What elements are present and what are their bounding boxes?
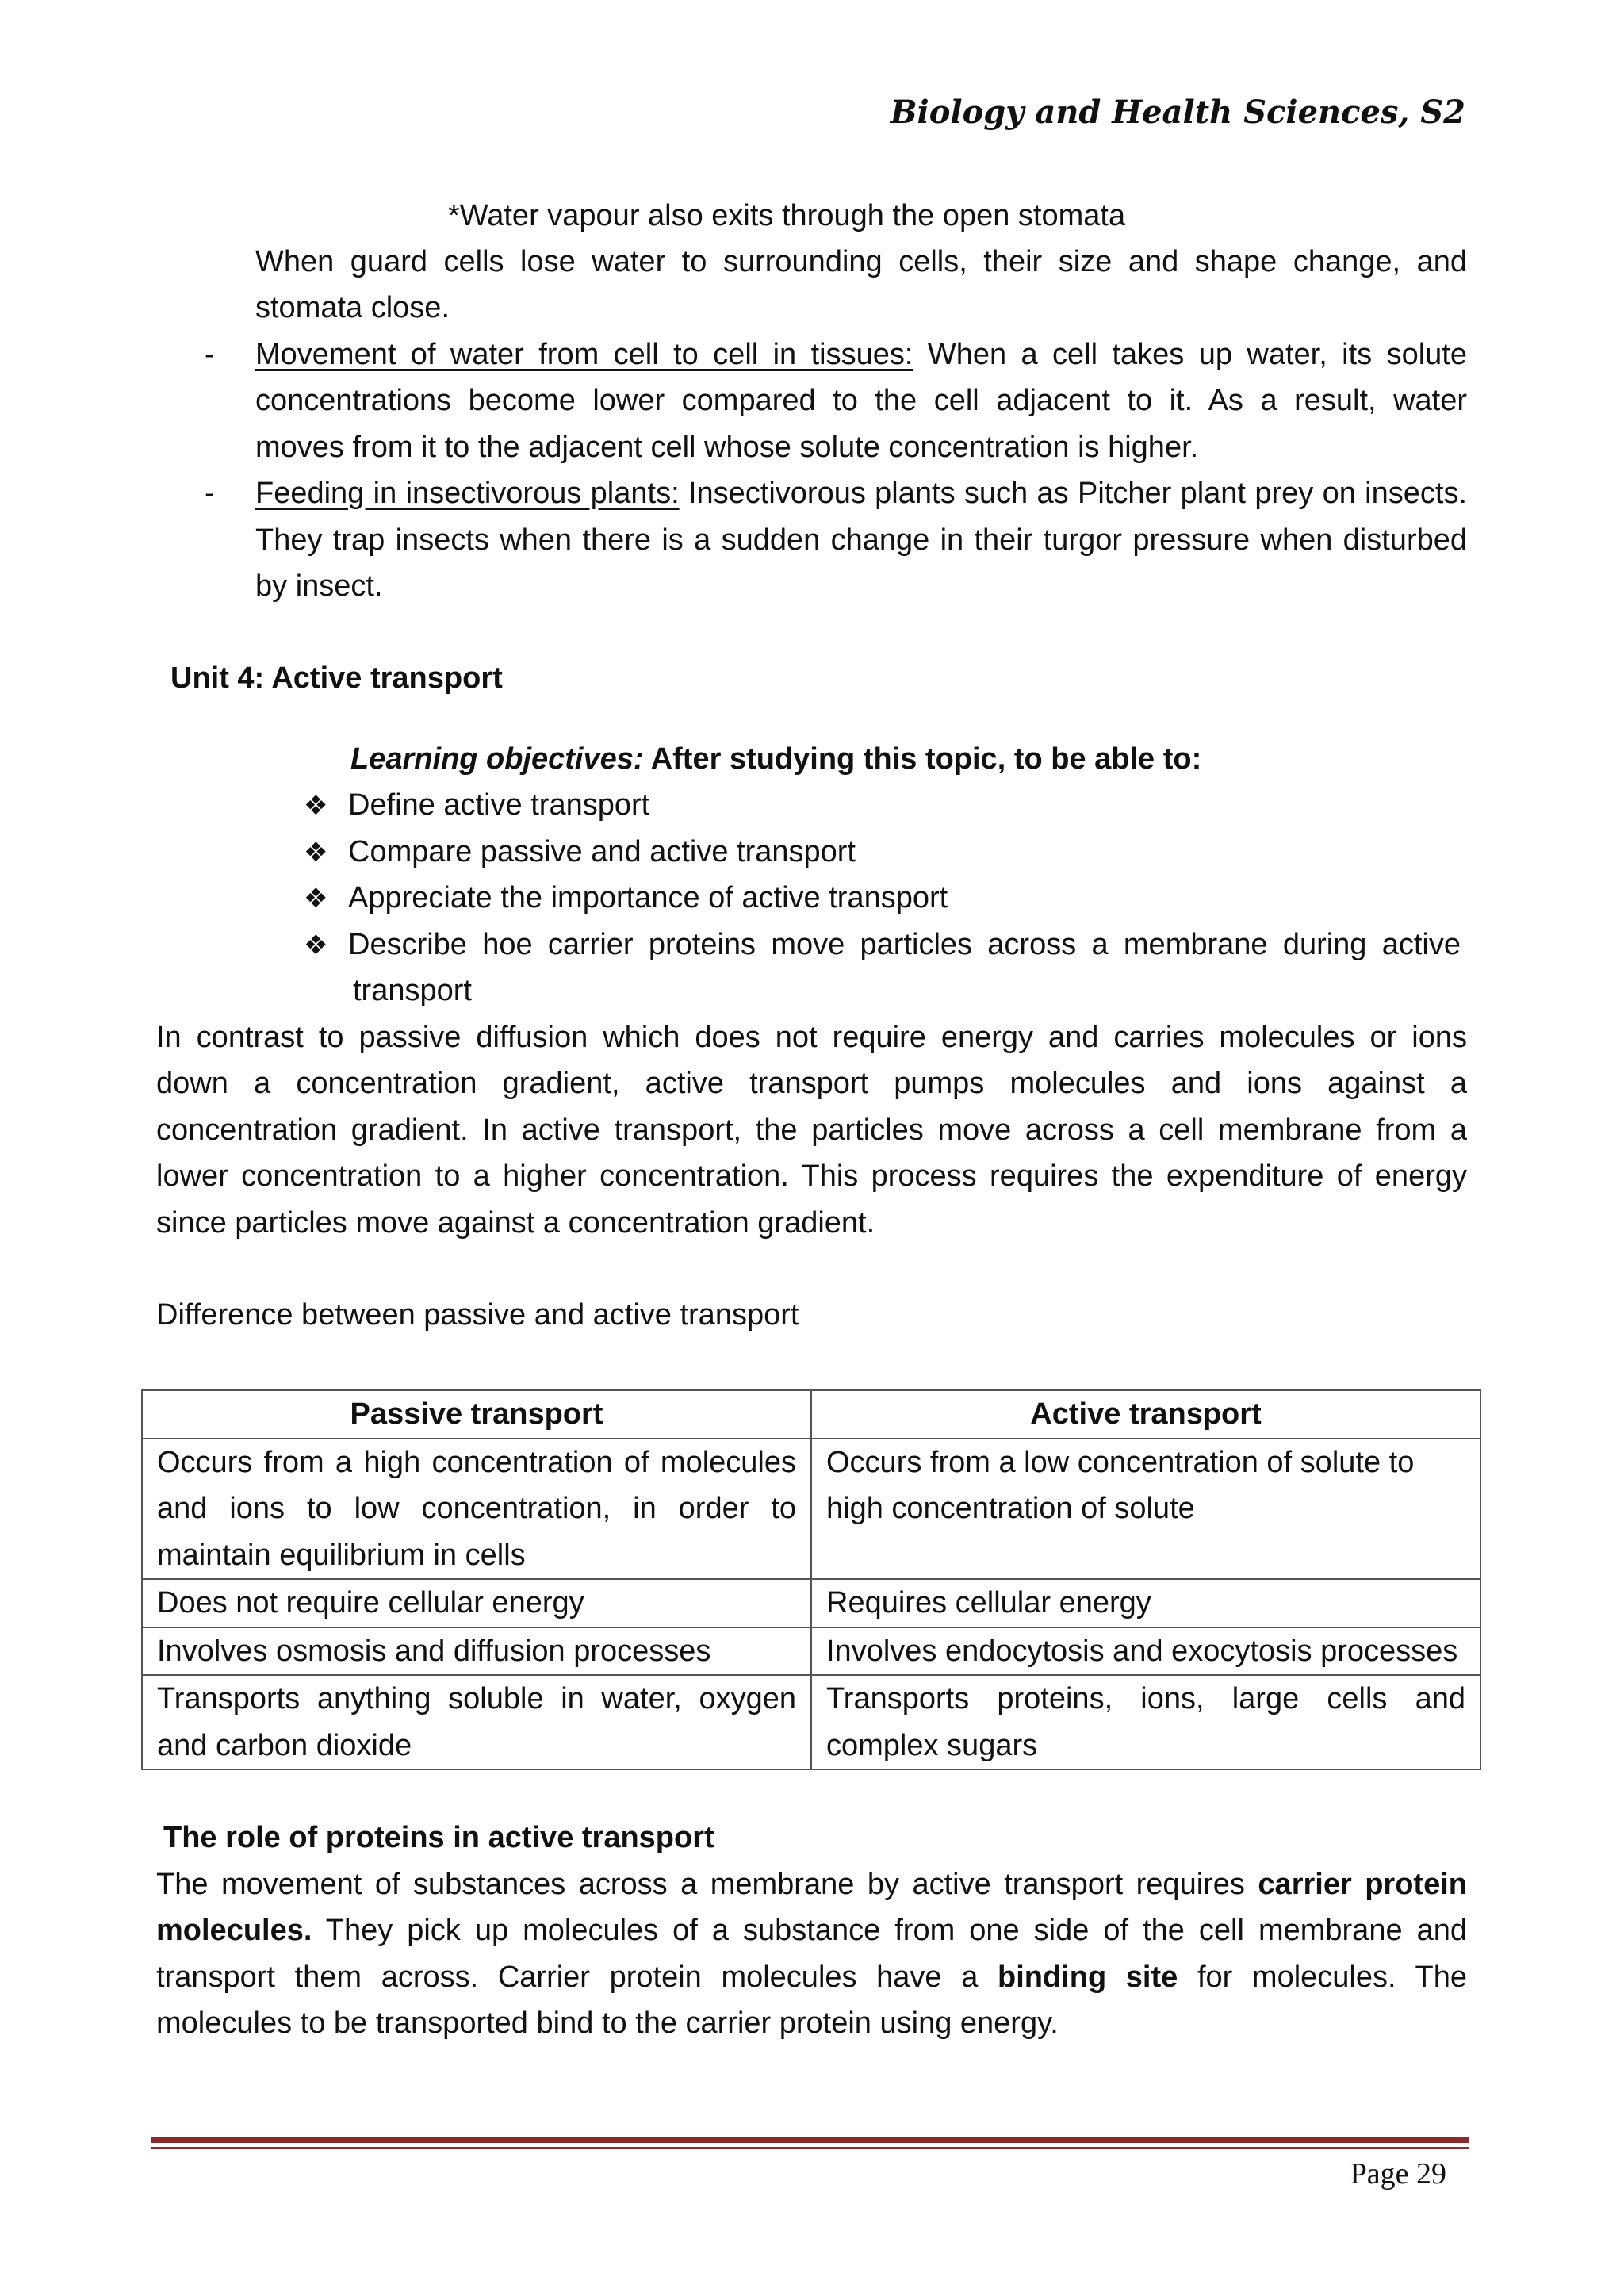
cell-line: Does not require cellular energy [157, 1586, 584, 1619]
guard-cells-line-1: When guard cells lose water to surrounding cells, their size and shape change, and [255, 245, 1467, 278]
proteins-line-2 [156, 1907, 1467, 1954]
proteins-bold: molecules. [156, 1914, 312, 1947]
cell-line: Involves endocytosis and exocytosis processes [826, 1634, 1458, 1668]
proteins-bold: carrier protein [1258, 1868, 1467, 1901]
proteins-bold: binding site [997, 1961, 1178, 1994]
objective-item [304, 875, 948, 922]
cell-line: and ions to low concentration, in order to [157, 1492, 796, 1525]
objective-text-continuation: transport [353, 974, 472, 1007]
cell-line: Transports anything soluble in water, oxygen [157, 1682, 796, 1715]
objectives-label: Learning objectives: [350, 742, 644, 776]
proteins-line-1 [156, 1861, 1467, 1908]
cell-line: and carbon dioxide [157, 1728, 412, 1762]
objectives-intro-text: After studying this topic, to be able to: [643, 742, 1202, 776]
header-active: Active transport [811, 1390, 1480, 1439]
active-cell [811, 1579, 1480, 1627]
diamond-bullet-icon: ❖ [304, 884, 328, 914]
intro-line-5: since particles move against a concentration gradient. [156, 1206, 875, 1240]
proteins-text: The movement of substances across a membrane by active transport requires [156, 1868, 1258, 1901]
table-row [142, 1627, 1480, 1676]
table-header-row [142, 1390, 1480, 1439]
cell-line: Occurs from a high concentration of molecules [157, 1445, 796, 1479]
proteins-text: They pick up molecules of a substance from one side of the cell membrane and [312, 1914, 1467, 1947]
passive-cell [142, 1579, 811, 1627]
dash-bullet: - [205, 338, 215, 371]
active-cell [811, 1627, 1480, 1676]
bullet-text: Insectivorous plants such as Pitcher plant prey on insects. [679, 477, 1467, 510]
cell-line: Transports proteins, ions, large cells and [826, 1682, 1465, 1715]
intro-line-1: In contrast to passive diffusion which does not require energy and carries molecules or ions [156, 1021, 1467, 1054]
intro-line-4: lower concentration to a higher concentration. This process requires the expenditure of energy [156, 1159, 1467, 1193]
proteins-title: The role of proteins in active transport [163, 1821, 714, 1854]
passive-cell [142, 1627, 811, 1676]
running-header: Biology and Health Sciences, S2 [890, 94, 1465, 131]
proteins-text: for molecules. The [1178, 1961, 1467, 1994]
dash-bullet: - [205, 477, 215, 510]
active-cell [811, 1675, 1480, 1769]
bullet-cell-to-cell-line-3: moves from it to the adjacent cell whose solute concentration is higher. [255, 431, 1199, 464]
objective-text: Appreciate the importance of active transport [348, 881, 948, 914]
diamond-bullet-icon: ❖ [304, 838, 328, 868]
learning-objectives-intro [350, 736, 1201, 783]
bullet-insectivorous-line-1 [255, 470, 1467, 517]
bullet-insectivorous-line-3: by insect. [255, 569, 383, 603]
proteins-text: transport them across. Carrier protein molecules have a [156, 1961, 998, 1994]
objective-text: Compare passive and active transport [348, 835, 856, 868]
comparison-table [141, 1389, 1481, 1770]
bullet-insectivorous-line-2: They trap insects when there is a sudden change in their turgor pressure when disturbed [255, 523, 1467, 557]
cell-line: Involves osmosis and diffusion processes [157, 1634, 711, 1668]
proteins-line-4: molecules to be transported bind to the carrier protein using energy. [156, 2007, 1059, 2040]
header-passive: Passive transport [142, 1390, 811, 1439]
bullet-text: When a cell takes up water, its solute [913, 338, 1467, 371]
objective-item [304, 829, 856, 876]
table-caption: Difference between passive and active transport [156, 1298, 799, 1332]
bullet-cell-to-cell-line-2: concentrations become lower compared to the cell adjacent to it. As a result, water [255, 384, 1467, 417]
objective-text: Describe hoe carrier proteins move particles across a membrane during active [348, 928, 1461, 961]
cell-line: high concentration of solute [826, 1492, 1195, 1525]
unit-title: Unit 4: Active transport [170, 661, 503, 695]
intro-line-3: concentration gradient. In active transport, the particles move across a cell membrane from a [156, 1114, 1467, 1147]
objective-item [304, 922, 1465, 969]
passive-cell [142, 1439, 811, 1580]
table-row [142, 1439, 1480, 1580]
table-row [142, 1579, 1480, 1627]
diamond-bullet-icon: ❖ [304, 791, 328, 821]
cell-line: Requires cellular energy [826, 1586, 1151, 1619]
active-cell [811, 1439, 1480, 1580]
cell-line: Occurs from a low concentration of solute to [826, 1445, 1415, 1479]
objective-text: Define active transport [348, 788, 650, 822]
footer-rule-thick [151, 2137, 1469, 2143]
proteins-line-3 [156, 1954, 1467, 2001]
objective-item [304, 782, 649, 830]
passive-cell [142, 1675, 811, 1769]
diamond-bullet-icon: ❖ [304, 930, 328, 960]
water-vapour-note: *Water vapour also exits through the open stomata [448, 199, 1126, 232]
page-number: Page 29 [1350, 2157, 1446, 2191]
cell-line: complex sugars [826, 1728, 1038, 1762]
bullet-cell-to-cell-line-1 [255, 332, 1467, 378]
table-row [142, 1675, 1480, 1769]
cell-line: maintain equilibrium in cells [157, 1538, 526, 1572]
guard-cells-line-2: stomata close. [255, 291, 450, 324]
footer-rule-thin [151, 2147, 1469, 2149]
bullet-heading: Feeding in insectivorous plants: [255, 477, 680, 510]
intro-line-2: down a concentration gradient, active transport pumps molecules and ions against a [156, 1067, 1467, 1100]
bullet-heading: Movement of water from cell to cell in tissues: [255, 338, 914, 371]
